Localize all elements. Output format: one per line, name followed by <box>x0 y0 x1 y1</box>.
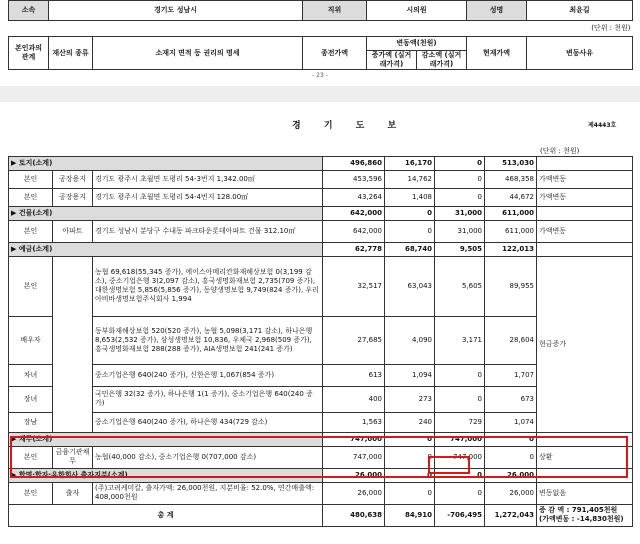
col-decrease: 감소액 (실거래가격) <box>417 51 467 70</box>
row-reason: 가액변동 <box>537 170 633 188</box>
building-inc: 0 <box>385 206 435 220</box>
row-inc: 1,094 <box>385 364 435 386</box>
row-cur: 673 <box>485 386 537 412</box>
building-reason <box>537 206 633 220</box>
debt-inc: 0 <box>385 432 435 446</box>
total-label: 총 계 <box>9 504 323 526</box>
shares-inc: 0 <box>385 468 435 482</box>
row-inc: 4,090 <box>385 316 435 364</box>
debt-prev: 747,000 <box>323 432 385 446</box>
deposit-dec: 9,505 <box>435 242 485 256</box>
page-separator <box>0 86 640 102</box>
col-relation: 본인과의 관계 <box>9 37 49 70</box>
shares-dec: 0 <box>435 468 485 482</box>
total-prev: 480,638 <box>323 504 385 526</box>
page-number: - 23 - <box>312 72 328 79</box>
row-desc: 경기도 성남시 분당구 수내동 파크타운롯데아파트 건물 312.10㎡ <box>93 220 323 242</box>
row-desc: 국민은행 32(32 증가), 하나은행 1(1 증가), 중소기업은행 640(240 증가) <box>93 386 323 412</box>
row-desc: 농협(40,000 감소), 중소기업은행 0(707,000 감소) <box>93 446 323 468</box>
row-cur: 1,074 <box>485 412 537 432</box>
deposit-subtotal-label: ▶ 예금(소계) <box>9 242 323 256</box>
row-inc: 273 <box>385 386 435 412</box>
row-inc: 63,043 <box>385 256 435 316</box>
unit-label-2: (단위 : 천원) <box>540 147 580 155</box>
row-prev: 43,264 <box>323 188 385 206</box>
row-dec: 0 <box>435 188 485 206</box>
row-dec: 5,605 <box>435 256 485 316</box>
deposit-prev: 62,778 <box>323 242 385 256</box>
row-relation: 본인 <box>9 446 53 468</box>
position-label: 직위 <box>303 1 367 21</box>
unit-label: (단위 : 천원) <box>9 21 633 37</box>
land-subtotal-row <box>9 156 633 170</box>
total-inc: 84,910 <box>385 504 435 526</box>
gazette-issue: 제4443호 <box>588 122 617 129</box>
debt-cur: 0 <box>485 432 537 446</box>
shares-reason-head <box>537 468 633 482</box>
row-inc: 240 <box>385 412 435 432</box>
row-relation: 장녀 <box>9 386 53 412</box>
land-prev: 496,860 <box>323 156 385 170</box>
building-prev: 642,000 <box>323 206 385 220</box>
row-dec: 0 <box>435 170 485 188</box>
land-dec: 0 <box>435 156 485 170</box>
row-reason: 가액변동 <box>537 220 633 242</box>
shares-prev: 26,000 <box>323 468 385 482</box>
total-dec: -706,495 <box>435 504 485 526</box>
row-prev: 453,596 <box>323 170 385 188</box>
row-kind: 아파트 <box>53 220 93 242</box>
row-dec: 0 <box>435 482 485 504</box>
table-row <box>9 188 633 206</box>
row-relation: 배우자 <box>9 316 53 364</box>
row-cur: 611,000 <box>485 220 537 242</box>
asset-table <box>8 136 633 527</box>
affiliation-value: 경기도 성남시 <box>49 1 303 21</box>
row-cur: 44,672 <box>485 188 537 206</box>
row-inc: 14,762 <box>385 170 435 188</box>
row-desc: 중소기업은행 640(240 증가), 신한은행 1,067(854 증가) <box>93 364 323 386</box>
row-dec: 0 <box>435 364 485 386</box>
table-row <box>9 220 633 242</box>
row-prev: 1,563 <box>323 412 385 432</box>
deposit-cur: 122,013 <box>485 242 537 256</box>
table-row <box>9 446 633 468</box>
col-change-title: 변동액(천원) <box>367 37 467 51</box>
building-cur: 611,000 <box>485 206 537 220</box>
building-subtotal-row <box>9 206 633 220</box>
debt-reason-head <box>537 432 633 446</box>
row-relation: 차녀 <box>9 364 53 386</box>
building-dec: 31,000 <box>435 206 485 220</box>
building-subtotal-label: ▶ 건물(소계) <box>9 206 323 220</box>
gazette-title-area <box>0 118 640 134</box>
gazette-title: 경 기 도 보 <box>292 121 407 131</box>
row-desc: 동부화재해상보험 520(520 증가), 농협 5,098(3,171 감소), 하나은행 8,653(2,532 증가), 삼성생명보험 10,836, 우체국 2,968(509 증가), 흥국생명화재보험 288(288 증가), AIA생명보험 241(241 증가) <box>93 316 323 364</box>
col-property-type: 재산의 종류 <box>49 37 93 70</box>
row-cur: 26,000 <box>485 482 537 504</box>
row-relation: 본인 <box>9 188 53 206</box>
land-subtotal-label: ▶ 토지(소계) <box>9 156 323 170</box>
total-row <box>9 504 633 526</box>
row-prev: 400 <box>323 386 385 412</box>
row-cur: 89,955 <box>485 256 537 316</box>
row-dec: 747,000 <box>435 446 485 468</box>
row-prev: 747,000 <box>323 446 385 468</box>
row-cur: 28,604 <box>485 316 537 364</box>
row-reason: 상환 <box>537 446 633 468</box>
row-kind: 금융기관채무 <box>53 446 93 468</box>
name-value: 최윤길 <box>527 1 633 21</box>
row-relation: 장남 <box>9 412 53 432</box>
row-prev: 26,000 <box>323 482 385 504</box>
row-dec: 729 <box>435 412 485 432</box>
deposit-kind-cell <box>53 256 93 432</box>
name-label: 성명 <box>467 1 527 21</box>
table-row <box>9 482 633 504</box>
row-reason: 가액변동 <box>537 188 633 206</box>
shares-cur: 26,000 <box>485 468 537 482</box>
row-relation: 본인 <box>9 482 53 504</box>
spacer-row <box>9 136 633 156</box>
deposit-subtotal-row <box>9 242 633 256</box>
row-prev: 613 <box>323 364 385 386</box>
row-prev: 27,685 <box>323 316 385 364</box>
affiliation-label: 소속 <box>9 1 49 21</box>
shares-subtotal-row <box>9 468 633 482</box>
land-inc: 16,170 <box>385 156 435 170</box>
row-desc: (주)고려케미칼, 출자가액: 26,000천원, 지분비율: 52.0%, 연간매출액: 408,000천원 <box>93 482 323 504</box>
row-kind: 공장용지 <box>53 188 93 206</box>
debt-dec: 747,000 <box>435 432 485 446</box>
total-note <box>537 504 633 526</box>
row-desc: 경기도 광주시 초월면 도평리 54-3번지 1,342.00㎡ <box>93 170 323 188</box>
debt-subtotal-label: ▶ 채무(소계) <box>9 432 323 446</box>
row-relation: 본인 <box>9 220 53 242</box>
row-desc: 농협 69,618(55,345 증가), 에이스아메리칸화재해상보험 0(3,199 감소), 중소기업은행 3(2,097 감소), 흥국생명화재보험 2,735(709 증가), 대한생명보험 5,856(5,856 증가), 동양생명보험 9,749(824 증가), 우리아비바생명보험주식회사 1,994 <box>93 256 323 316</box>
land-cur: 513,030 <box>485 156 537 170</box>
deposit-inc: 68,740 <box>385 242 435 256</box>
total-cur: 1,272,043 <box>485 504 537 526</box>
row-relation: 본인 <box>9 170 53 188</box>
row-inc: 1,408 <box>385 188 435 206</box>
deposit-reason-head <box>537 242 633 256</box>
table-row <box>9 170 633 188</box>
row-inc: 0 <box>385 220 435 242</box>
row-desc: 경기도 광주시 초월면 도평리 54-4번지 128.00㎡ <box>93 188 323 206</box>
top-header-table <box>8 0 633 70</box>
debt-subtotal-row <box>9 432 633 446</box>
position-value: 시의원 <box>367 1 467 21</box>
row-cur: 1,707 <box>485 364 537 386</box>
col-increase: 증가액 (실거래가격) <box>367 51 417 70</box>
row-prev: 642,000 <box>323 220 385 242</box>
row-reason: 변동없음 <box>537 482 633 504</box>
table-row <box>9 256 633 316</box>
row-dec: 3,171 <box>435 316 485 364</box>
shares-subtotal-label: ▶ 합명·합자·유한회사 출자지분(소계) <box>9 468 323 482</box>
row-dec: 0 <box>435 386 485 412</box>
row-kind: 공장용지 <box>53 170 93 188</box>
row-dec: 31,000 <box>435 220 485 242</box>
deposit-reason: 현금증가 <box>537 256 633 432</box>
col-prev-value: 종전가액 <box>303 37 367 70</box>
land-reason <box>537 156 633 170</box>
row-inc: 0 <box>385 446 435 468</box>
row-cur: 468,358 <box>485 170 537 188</box>
total-note-change: 증 감 액 : 791,405천원 <box>539 506 618 514</box>
row-prev: 32,517 <box>323 256 385 316</box>
row-cur: 0 <box>485 446 537 468</box>
row-relation: 본인 <box>9 256 53 316</box>
row-kind: 출자 <box>53 482 93 504</box>
col-current-value: 현재가액 <box>467 37 527 70</box>
row-inc: 0 <box>385 482 435 504</box>
total-note-valuation: (가액변동 : -14,830천원) <box>539 515 624 523</box>
col-reason: 변동사유 <box>527 37 633 70</box>
row-desc: 중소기업은행 640(240 증가), 하나은행 434(729 감소) <box>93 412 323 432</box>
col-location: 소재지 면적 등 권리의 명세 <box>93 37 303 70</box>
